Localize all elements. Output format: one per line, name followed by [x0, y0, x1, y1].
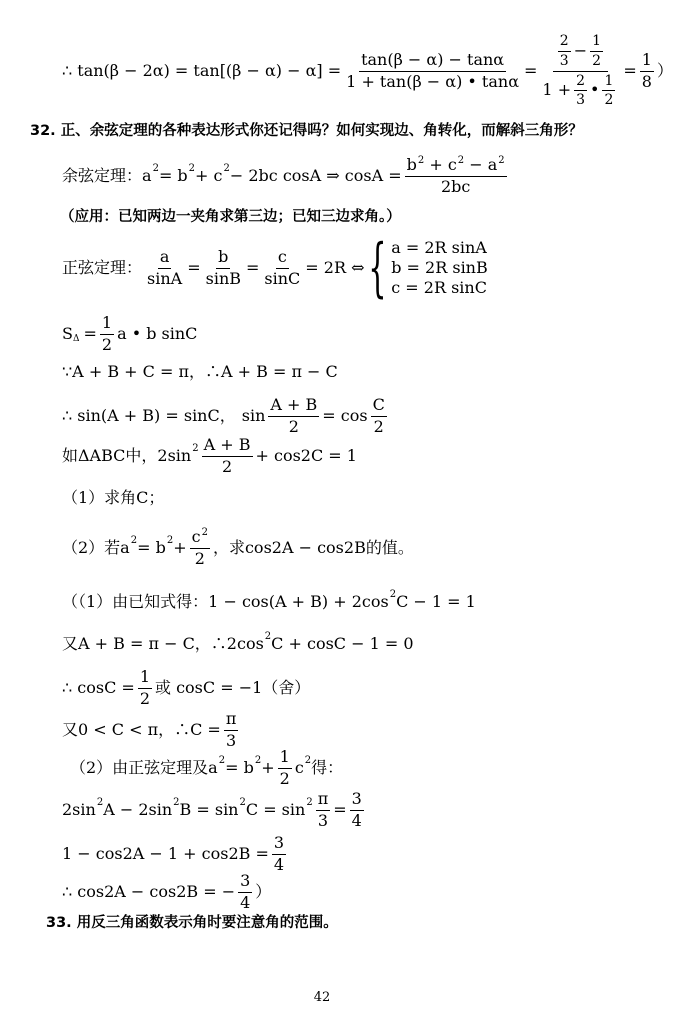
frac-1-2 — [590, 34, 603, 68]
tan-num: tan(β − α) − tanα — [359, 52, 506, 72]
sys-row: c = 2R sinC — [391, 278, 487, 297]
frac-2-3 — [558, 34, 571, 68]
sq: 2 — [152, 163, 159, 174]
d: 2 — [373, 416, 384, 436]
res-eq: = — [623, 61, 637, 80]
s: S — [62, 324, 73, 343]
application-note: （应用：已知两边一夹角求第三边；已知三边求角。） — [60, 209, 401, 225]
t: = cos — [322, 406, 368, 425]
d: 2 — [221, 456, 233, 476]
n: b — [216, 249, 230, 269]
t: （（1）由已知式得：1 − cos(A + B) + 2cos — [62, 592, 389, 611]
tan-eq: = — [524, 61, 538, 80]
sys-row: a = 2R sinA — [391, 238, 487, 257]
n: 2 — [558, 34, 571, 52]
n: A + B — [268, 397, 319, 417]
tan-value-fraction — [540, 34, 620, 108]
sq: 2 — [188, 163, 196, 174]
half — [278, 746, 292, 788]
sq: 2 — [223, 163, 230, 174]
n: c — [276, 249, 289, 269]
c-b: = b — [158, 166, 188, 185]
tan-prefix: ∴ tan(β − 2α) = tan[(β − α) − α] = — [62, 61, 342, 80]
n: 1 — [138, 669, 152, 689]
solution-4 — [62, 710, 241, 750]
area-formula — [62, 314, 197, 354]
half — [100, 312, 114, 354]
sub-question-2 — [62, 526, 414, 570]
t: + — [261, 758, 275, 777]
sq: 2 — [201, 526, 208, 538]
d: sinB — [205, 268, 241, 288]
d: 4 — [273, 854, 285, 874]
t: ，求cos2A − cos2B的值。 — [212, 538, 414, 557]
page-number: 42 — [313, 990, 331, 1005]
n: 1 — [640, 52, 654, 72]
t: − a — [464, 154, 498, 174]
d: 3 — [317, 810, 329, 830]
t: C − 1 = 1 — [396, 592, 476, 611]
d: 2 — [288, 416, 299, 436]
d: 3 — [226, 730, 237, 750]
d: sinA — [147, 268, 183, 288]
sin-relation — [62, 396, 390, 436]
sq: 2 — [417, 154, 425, 166]
pi-over-3 — [224, 708, 239, 750]
frac-C-2 — [371, 394, 387, 436]
t: ∴ sin(A + B) = sinC， — [62, 406, 236, 425]
sq: 2 — [218, 755, 226, 766]
n: a — [158, 249, 172, 269]
t: 如ΔABC中，2sin — [62, 446, 192, 465]
cosine-label: 余弦定理： — [62, 166, 143, 185]
value-num — [553, 34, 608, 71]
t: C = sin — [245, 800, 306, 819]
n: π — [224, 711, 239, 731]
sys-row: b = 2R sinB — [391, 258, 488, 277]
t: 1 − cos2A − 1 + cos2B = — [62, 844, 269, 863]
c-a: a — [142, 166, 152, 185]
n: 3 — [238, 873, 252, 893]
t: = b — [225, 758, 254, 777]
n: 3 — [350, 791, 364, 811]
sq: 2 — [306, 797, 313, 808]
area-rest: a • b sinC — [117, 324, 198, 343]
t: C + cosC − 1 = 0 — [271, 634, 414, 653]
c-c: + c — [195, 166, 223, 185]
tri-sub: Δ — [72, 333, 80, 344]
d: sinC — [264, 268, 301, 288]
sub-question-1: （1）求角C； — [62, 488, 165, 507]
sine-law-line: 正弦定理： $\frac{a}{\sin A}$ = $\frac{b}{\sin B}$ = $\frac{c}{\sin C}$ = 2R ⇔ { a = 2R sinA b = 2R sinB c = 2R sinC — [62, 231, 488, 305]
d: 3 — [559, 52, 569, 69]
d: 4 — [240, 892, 251, 912]
sq: 2 — [96, 797, 104, 808]
t: 又0 < C < π，∴C = — [62, 720, 221, 739]
n: π — [316, 791, 331, 811]
tan-formula-line — [62, 33, 673, 109]
t: = b — [137, 538, 166, 557]
n: 1 — [278, 749, 292, 769]
t: 或 cosC = −1（舍） — [155, 678, 311, 697]
n: 1 — [100, 315, 114, 335]
c2-over-2 — [190, 526, 210, 568]
close-paren: ） — [656, 61, 673, 80]
solution-3 — [62, 668, 310, 708]
sq: 2 — [264, 631, 272, 642]
t: （2）若a — [62, 538, 130, 557]
a-over-sinA — [145, 246, 184, 288]
sine-system — [391, 240, 488, 296]
t: A − 2sin — [103, 800, 173, 819]
frac-AB-2 — [268, 394, 319, 436]
t: （2）由正弦定理及a — [70, 758, 218, 777]
sq: 2 — [173, 797, 180, 808]
t: + — [173, 538, 187, 557]
t: 又A + B = π − C，∴2cos — [62, 634, 264, 653]
d: 2 — [592, 52, 602, 69]
cos-num — [405, 154, 507, 177]
example-line — [62, 436, 357, 476]
solution-6 — [62, 788, 367, 832]
cosA-fraction — [405, 154, 507, 196]
t: + cos2C = 1 — [255, 446, 357, 465]
three-quarters — [238, 870, 252, 912]
one-plus: 1 + — [542, 80, 572, 100]
tan-den: 1 + tan(β − α) • tanα — [346, 71, 520, 91]
n: 3 — [272, 835, 286, 855]
sq: 2 — [498, 154, 505, 166]
t: B = sin — [179, 800, 239, 819]
frac-AB-2 — [202, 434, 253, 476]
tan-main-fraction — [344, 49, 521, 91]
solution-8 — [62, 872, 271, 912]
c-d: − 2bc cosA ⇒ cosA = — [229, 166, 402, 185]
sq: 2 — [254, 755, 262, 766]
n: 1 — [590, 34, 603, 52]
sq: 2 — [192, 443, 199, 454]
question-32: 32. 正、余弦定理的各种表达形式你还记得吗？如何实现边、角转化，而解斜三角形？ — [30, 123, 583, 139]
eq: = — [83, 324, 97, 343]
b-over-sinB — [204, 246, 243, 288]
solution-1 — [62, 589, 476, 611]
d: 3 — [576, 92, 586, 109]
t: ∴ cosC = — [62, 678, 135, 697]
result-fraction — [640, 49, 654, 91]
c-over-sinC — [262, 246, 302, 288]
t: c — [191, 526, 201, 546]
t: = — [333, 800, 347, 819]
t: 2sin — [62, 800, 96, 819]
cosine-law-line — [62, 156, 510, 196]
three-quarters — [350, 788, 364, 830]
d: 8 — [641, 71, 652, 91]
n: C — [371, 397, 387, 417]
sine-label: 正弦定理： — [62, 258, 143, 277]
d: 2 — [279, 768, 290, 788]
sq: 2 — [389, 589, 397, 600]
sq: 2 — [304, 755, 312, 766]
frac-1-2b — [602, 74, 615, 108]
solution-5 — [70, 748, 343, 788]
cos-den: 2bc — [440, 176, 471, 196]
d: 2 — [101, 334, 113, 354]
question-33: 33. 用反三角函数表示角时要注意角的范围。 — [46, 915, 338, 931]
left-brace: { — [367, 231, 387, 305]
dot: • — [590, 80, 600, 100]
t: ∴ cos2A − cos2B = − — [62, 882, 236, 901]
t: 得： — [311, 758, 344, 777]
sine-mid: = 2R ⇔ — [305, 258, 365, 277]
t: ） — [255, 882, 272, 901]
t: sin — [241, 406, 266, 425]
n: 2 — [574, 74, 587, 92]
sq: 2 — [457, 154, 465, 166]
minus: − — [573, 40, 588, 60]
t: b — [406, 154, 417, 174]
t: c — [294, 758, 304, 777]
value-den — [540, 72, 620, 108]
sq: 2 — [239, 797, 246, 808]
three-quarters — [272, 832, 286, 874]
t: + c — [424, 154, 457, 174]
pi-over-3 — [316, 788, 331, 830]
half — [138, 666, 152, 708]
n: 1 — [602, 74, 615, 92]
d: 2 — [194, 548, 205, 568]
n: A + B — [202, 437, 253, 457]
frac-2-3b — [574, 74, 587, 108]
sq: 2 — [166, 535, 174, 546]
n — [190, 526, 210, 549]
sum-of-angles: ∵A + B + C = π，∴A + B = π − C — [62, 362, 338, 381]
d: 4 — [351, 810, 362, 830]
solution-7 — [62, 834, 289, 874]
d: 2 — [604, 92, 614, 109]
solution-2 — [62, 631, 414, 653]
d: 2 — [139, 688, 150, 708]
sq: 2 — [130, 535, 138, 546]
